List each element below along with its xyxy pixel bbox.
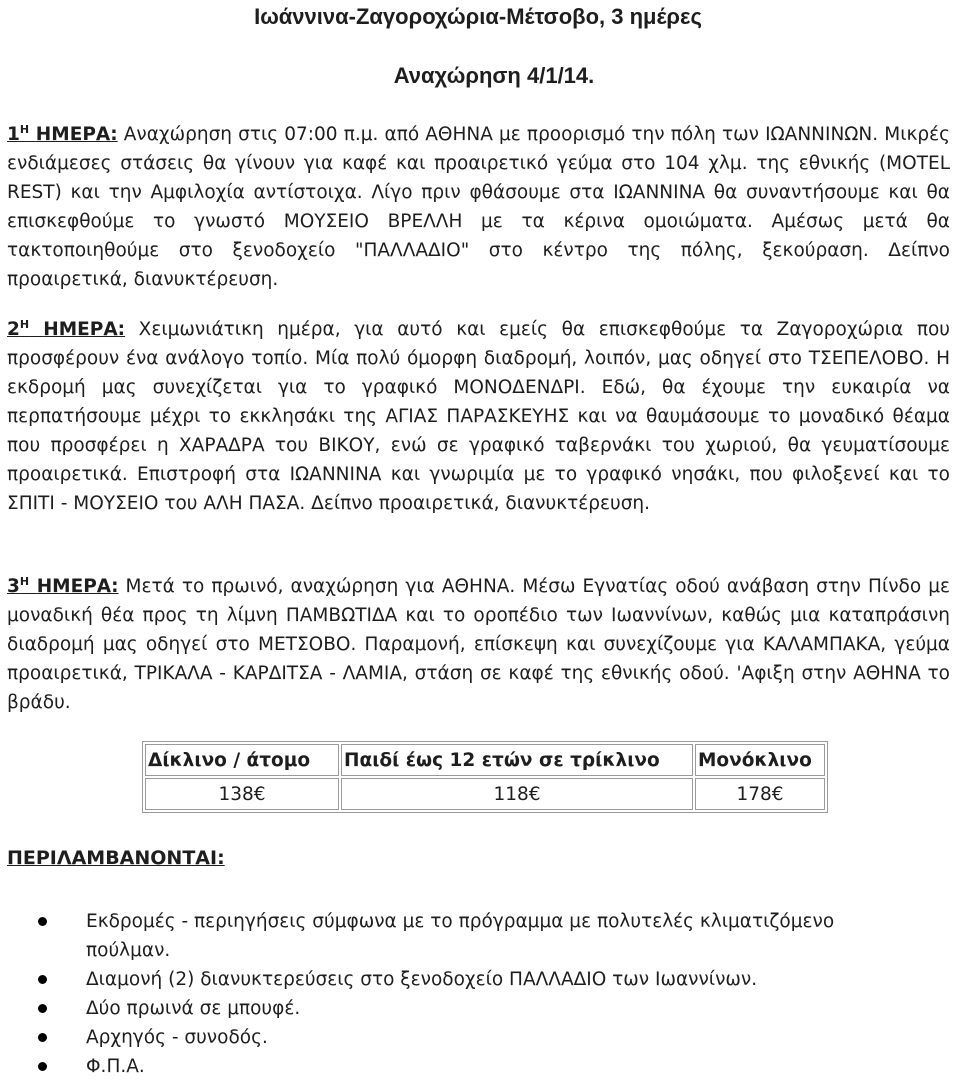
euro-symbol: € [771, 783, 784, 805]
list-item: Αρχηγός - συνοδός. [0, 1023, 960, 1052]
day-2-paragraph [7, 315, 950, 518]
price-table-row [145, 778, 825, 810]
day-1-text: Αναχώρηση στις 07:00 π.μ. από ΑΘΗΝΑ με προορισμό την πόλη των ΙΩΑΝΝΙΝΩΝ. Μικρές ενδιάμεσες στάσεις θα γίνουν για καφέ και προαιρετικό γεύμα στο 104 χλμ. της εθνικής (MOTEL REST) και την Αμφιλοχία αντίστοιχα. Λίγο πριν φθάσουμε στα ΙΩΑΝΝΙΝΑ θα συναντήσουμε και θα επισκεφθούμε το γνωστό ΜΟΥΣΕΙΟ ΒΡΕΛΛΗ με τα κέρινα ομοιώματα. Αμέσως μετά θα τακτοποιηθούμε στο ξενοδοχείο "ΠΑΛΛΑΔΙΟ" στο κέντρο της πόλης, ξεκούραση. Δείπνο προαιρετικά, διανυκτέρευση. [7, 124, 950, 290]
price-header-child: Παιδί έως 12 ετών σε τρίκλινο [341, 744, 693, 776]
list-item: Φ.Π.Α. [0, 1052, 960, 1081]
list-item: Διαμονή (2) διανυκτερεύσεις στο ξενοδοχείο ΠΑΛΛΑΔΙΟ των Ιωαννίνων. [0, 965, 960, 994]
day-3-text: Μετά το πρωινό, αναχώρηση για ΑΘΗΝΑ. Μέσω Εγνατίας οδού ανάβαση στην Πίνδο με μοναδική θέα προς τη λίμνη ΠΑΜΒΩΤΙΔΑ και το οροπέδιο των Ιωαννίνων, καθώς μια καταπράσινη διαδρομή μας οδηγεί στο ΜΕΤΣΟΒΟ. Παραμονή, επίσκεψη και συνεχίζουμε για ΚΑΛΑΜΠΑΚΑ, γεύμα προαιρετικά, ΤΡΙΚΑΛΑ - ΚΑΡΔΙΤΣΑ - ΛΑΜΙΑ, στάση σε καφέ της εθνικής οδού. 'Αφιξη στην ΑΘΗΝΑ το βράδυ. [7, 576, 950, 713]
day-3-label: $3^H$ ΗΜΕΡΑ: [7, 575, 119, 597]
day-1-label: $1^H$ ΗΜΕΡΑ: [7, 123, 118, 145]
list-item: Εκδρομές - περιηγήσεις σύμφωνα με το πρόγραμμα με πολυτελές κλιματιζόμενο πούλμαν. [0, 907, 960, 965]
euro-symbol: € [253, 783, 266, 805]
price-table [142, 741, 828, 813]
price-cell-double: 138€ [145, 778, 339, 810]
bullet-icon [38, 1033, 47, 1042]
price-cell-child: 118€ [341, 778, 693, 810]
departure-date: Αναχώρηση 4/1/14. [393, 63, 595, 88]
included-heading: ΠΕΡΙΛΑΜΒΑΝΟΝΤΑΙ: [7, 847, 225, 869]
price-table-header-row [145, 744, 825, 776]
price-header-single: Μονόκλινο [695, 744, 825, 776]
list-item: Δύο πρωινά σε μπουφέ. [0, 994, 960, 1023]
day-2-text: Χειμωνιάτικη ημέρα, για αυτό και εμείς θα επισκεφθούμε τα Ζαγοροχώρια που προσφέρουν ένα ανάλογο τοπίο. Μία πολύ όμορφη διαδρομή, λοιπόν, μας οδηγεί στο ΤΣΕΠΕΛΟΒΟ. Η εκδρομή μας συνεχίζεται για το γραφικό ΜΟΝΟΔΕΝΔΡΙ. Εδώ, θα έχουμε την ευκαιρία να περπατήσουμε μέχρι το εκκλησάκι της ΑΓΙΑΣ ΠΑΡΑΣΚΕΥΗΣ και να θαυμάσουμε το μοναδικό θέαμα που προσφέρει η ΧΑΡΑΔΡΑ του ΒΙΚΟΥ, ενώ σε γραφικό ταβερνάκι του χωριού, θα γευματίσουμε προαιρετικά. Επιστροφή στα ΙΩΑΝΝΙΝΑ και γνωριμία με το γραφικό νησάκι, που φιλοξενεί και το ΣΠΙΤΙ - ΜΟΥΣΕΙΟ του ΑΛΗ ΠΑΣΑ. Δείπνο προαιρετικά, διανυκτέρευση. [7, 319, 950, 514]
euro-symbol: € [528, 783, 541, 805]
document-title: Ιωάννινα-Ζαγοροχώρια-Μέτσοβο, 3 ημέρες [254, 4, 702, 29]
day-1-paragraph [7, 120, 950, 294]
day-2-label: $2^H$ ΗΜΕΡΑ: [7, 318, 126, 340]
price-header-double: Δίκλινο / άτομο [145, 744, 339, 776]
bullet-icon [38, 917, 47, 926]
bullet-icon [38, 1004, 47, 1013]
bullet-icon [38, 1062, 47, 1071]
included-list [0, 907, 960, 1081]
day-3-paragraph [7, 572, 950, 717]
bullet-icon [38, 975, 47, 984]
price-cell-single: 178€ [695, 778, 825, 810]
